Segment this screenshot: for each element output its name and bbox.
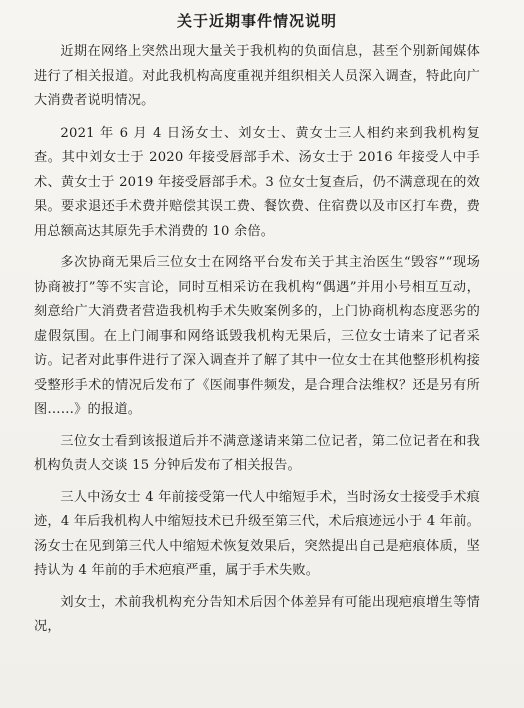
paragraph-tang: 三人中汤女士 4 年前接受第一代人中缩短手术，当时汤女士接受手术痕迹，4 年后我机构人中缩短技术已升级至第三代，术后痕迹远小于 4 年前。汤女士在见到第三代人中缩短术恢复效果后，突然提出自己是疤痕体质，坚持认为 4 年前的手术疤痕严重，属于手术失败。 <box>34 489 480 578</box>
paragraph-intro: 近期在网络上突然出现大量关于我机构的负面信息，甚至个别新闻媒体进行了相关报道。对此我机构高度重视并组织相关人员深入调查，特此向广大消费者说明情况。 <box>34 44 480 108</box>
document-title: 关于近期事件情况说明 <box>176 12 337 30</box>
paragraph-second-reporter: 三位女士看到该报道后并不满意遂请来第二位记者，第二位记者在和我机构负责人交谈 15 分钟后发布了相关报告。 <box>34 433 480 473</box>
paragraph-liu: 刘女士，术前我机构充分告知术后因个体差异有可能出现疤痕增生等情况， <box>34 594 480 634</box>
paragraph-negotiation: 多次协商无果后三位女士在网络平台发布关于其主治医生“毁容”“现场协商被打”等不实言论，同时互相采访在我机构“偶遇”并用小号相互互动，刻意给广大消费者营造我机构手术失败案例多的，上门协商机构态度恶劣的虚假氛围。在上门闹事和网络诋毁我机构无果后，三位女士请来了记者采访。记者对此事件进行了深入调查并了解了其中一位女士在其他整形机构接受整形手术的情况后发布了《医闹事件频发，是合理合法维权？还是另有所图……》的报道。 <box>34 255 480 417</box>
paragraph-visit: 2021 年 6 月 4 日汤女士、刘女士、黄女士三人相约来到我机构复查。其中刘女士于 2020 年接受唇部手术、汤女士于 2016 年接受人中手术、黄女士于 2019 年接受唇部手术。3 位女士复查后，仍不满意现在的效果。要求退还手术费并赔偿其误工费、餐饮费、住宿费以及市区打车费，费用总额高达其原先手术消费的 10 余倍。 <box>34 125 480 239</box>
